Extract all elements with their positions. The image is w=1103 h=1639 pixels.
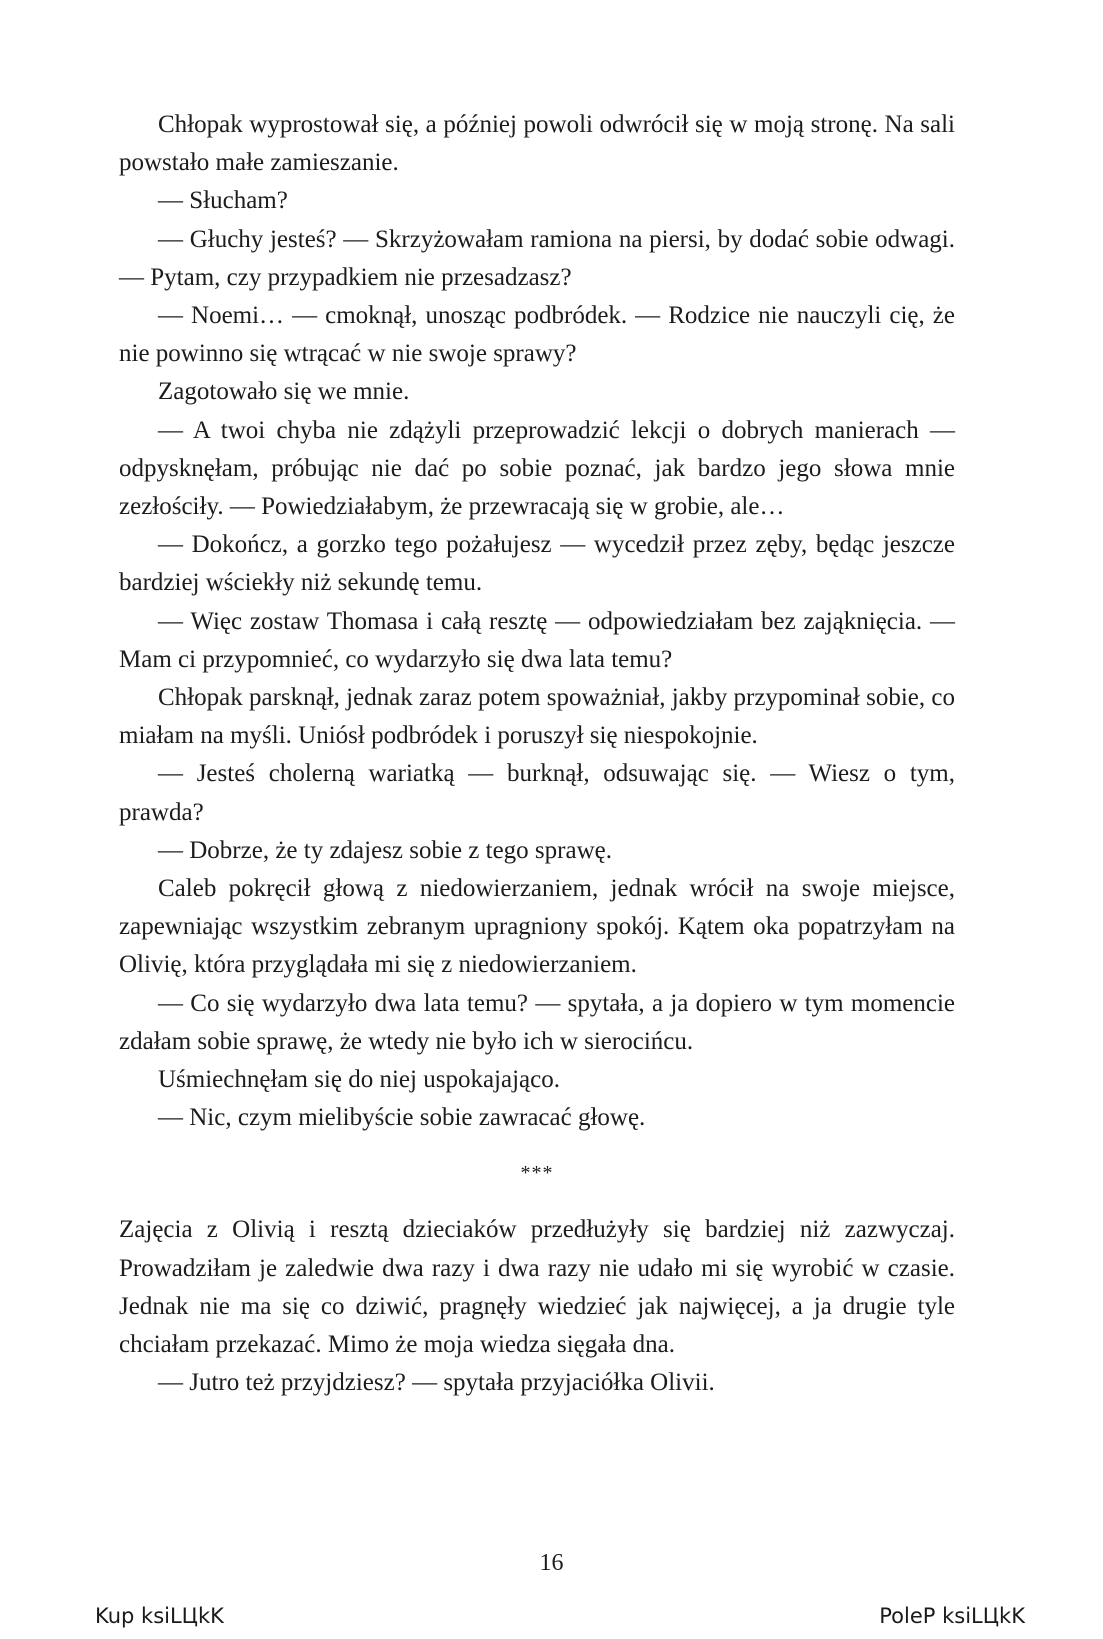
paragraph: — Więc zostaw Thomasa i całą resztę — odpowiedziałam bez zająknięcia. — Mam ci przypomnieć, co wydarzyło się dwa lata temu? — [119, 607, 955, 673]
paragraph: Zajęcia z Olivią i resztą dzieciaków przedłużyły się bardziej niż zazwyczaj. Prowadziłam je zaledwie dwa razy i dwa razy nie udało mi się wyrobić w czasie. Jednak nie ma się co dziwić, pragnęły wiedzieć jak najwięcej, a ja drugie tyle chciałam przekazać. Mimo że moja wiedza sięgała dna. — [119, 1216, 955, 1359]
paragraph: — Noemi… — cmoknął, unosząc podbródek. — Rodzice nie nauczyli cię, że nie powinno się wtrącać w nie swoje sprawy? — [119, 302, 955, 368]
paragraph: Uśmiechnęłam się do niej uspokajająco. — [158, 1066, 560, 1094]
buy-book-link[interactable]: Kup ksiLЦkK — [95, 1604, 224, 1628]
paragraph: Caleb pokręcił głową z niedowierzaniem, jednak wrócił na swoje miejsce, zapewniając wszystkim zebranym upragniony spokój. Kątem oka popatrzyłam na Olivię, która przyglądała mi się z niedowierzaniem. — [119, 875, 955, 979]
paragraph: Chłopak parsknął, jednak zaraz potem spoważniał, jakby przypominał sobie, co miałam na myśli. Uniósł podbródek i poruszył się niespokojnie. — [119, 684, 955, 750]
paragraph: Zagotowało się we mnie. — [158, 378, 410, 406]
paragraph: — Co się wydarzyło dwa lata temu? — spytała, a ja dopiero w tym momencie zdałam sobie sprawę, że wtedy nie było ich w sierocińcu. — [119, 989, 955, 1055]
recommend-book-link[interactable]: PoleP ksiLЦkK — [879, 1604, 1025, 1628]
paragraph: — Jesteś cholerną wariatką — burknął, odsuwając się. — Wiesz o tym, prawda? — [119, 760, 955, 826]
paragraph: — Słucham? — [158, 187, 288, 215]
paragraph: — Dokończ, a gorzko tego pożałujesz — wycedził przez zęby, będąc jeszcze bardziej wściekły niż sekundę temu. — [119, 531, 955, 597]
paragraph: — A twoi chyba nie zdążyli przeprowadzić lekcji o dobrych manierach — odpysknęłam, próbując nie dać po sobie poznać, jak bardzo jego słowa mnie zezłościły. — Powiedziałabym, że przewracają się w grobie, ale… — [119, 416, 955, 521]
paragraph: Chłopak wyprostował się, a później powoli odwrócił się w moją stronę. Na sali powstało małe zamieszanie. — [119, 111, 955, 177]
paragraph: — Jutro też przyjdziesz? — spytała przyjaciółka Olivii. — [158, 1369, 715, 1397]
paragraph: — Głuchy jesteś? — Skrzyżowałam ramiona na piersi, by dodać sobie odwagi. — Pytam, czy przypadkiem nie przesadzasz? — [119, 225, 955, 291]
page-number: 16 — [539, 1550, 564, 1576]
page-body — [119, 106, 955, 1403]
paragraph: — Nic, czym mielibyście sobie zawracać głowę. — [158, 1104, 646, 1132]
section-separator: *** — [520, 1162, 554, 1185]
text-section — [119, 106, 955, 1137]
paragraph: — Dobrze, że ty zdajesz sobie z tego sprawę. — [158, 836, 612, 864]
text-section — [119, 1211, 955, 1402]
